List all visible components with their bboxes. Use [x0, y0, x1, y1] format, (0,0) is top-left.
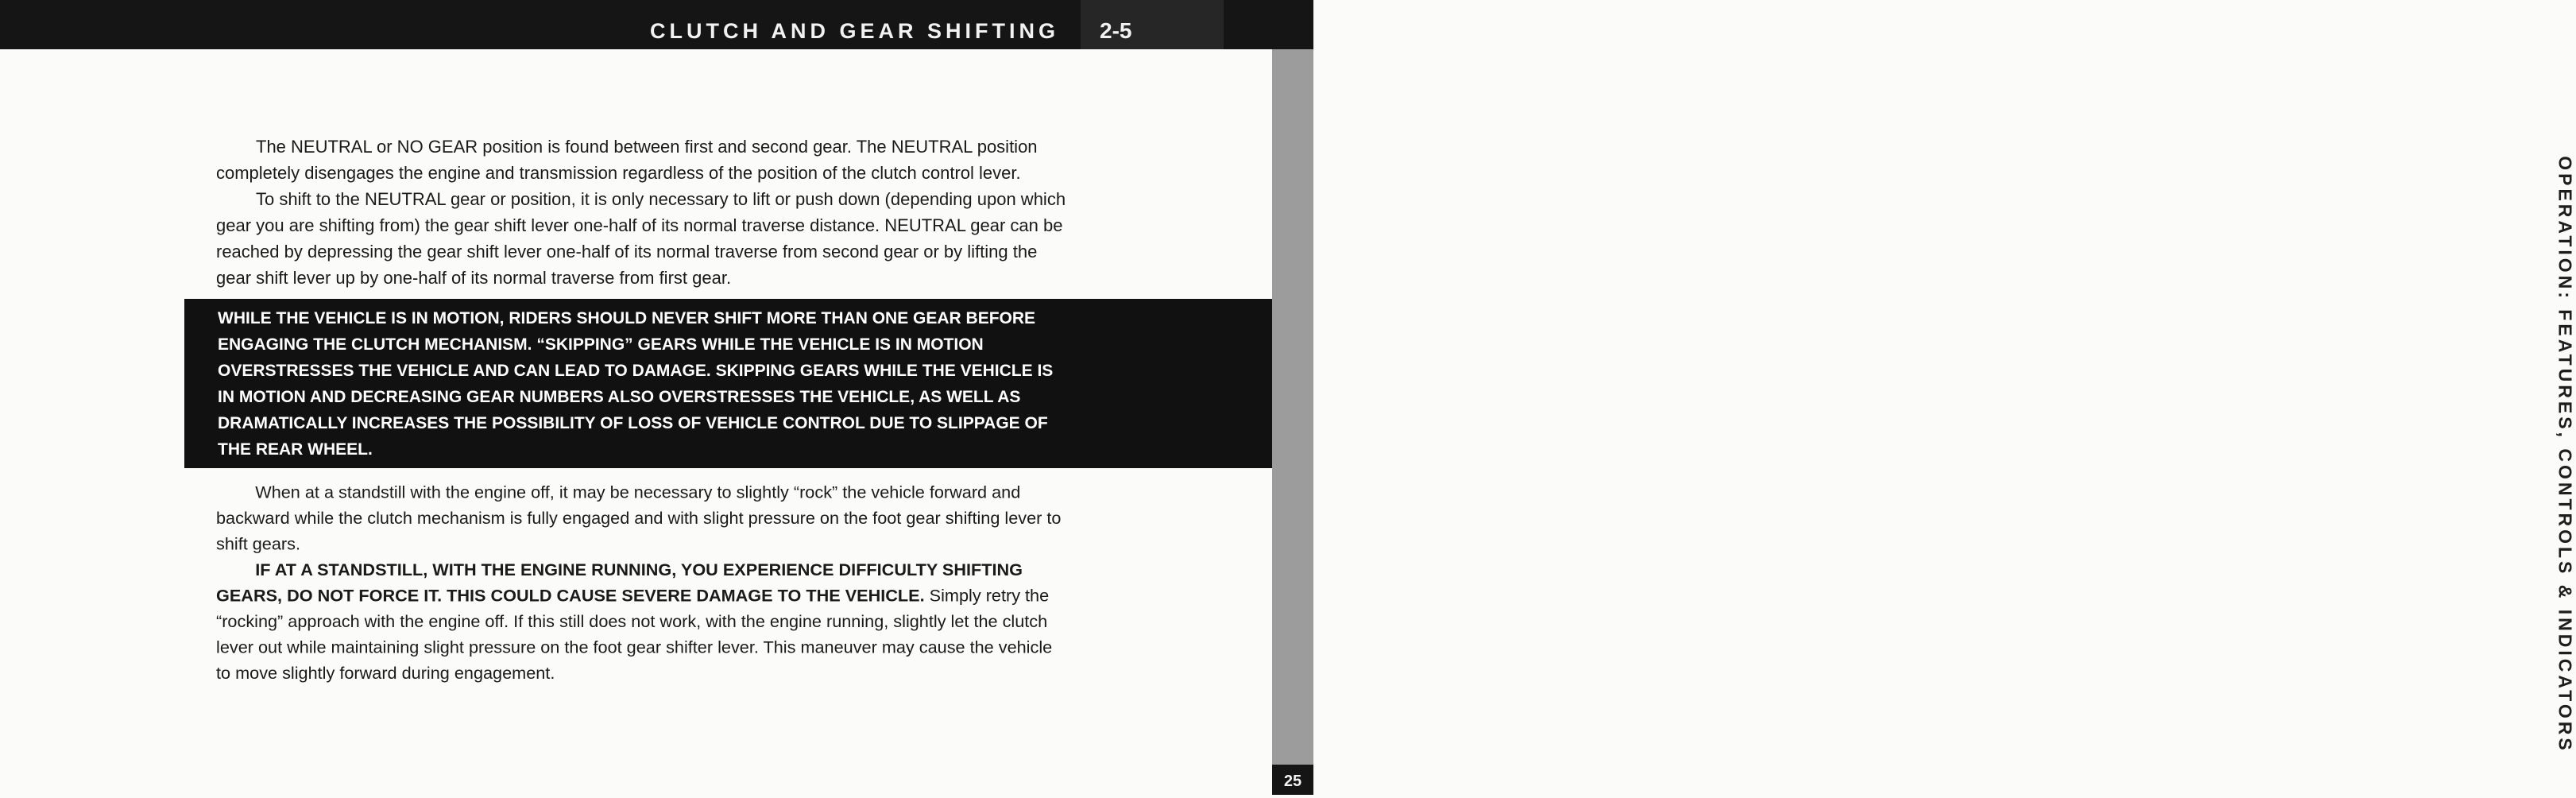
difficulty-instructions: Simply retry the “rocking” approach with the engine off. If this still does not work, with the engine running, slightly let the clutch lever out while maintaining slight pressure on the foot gear shifter lever. This maneuver may cause the vehicle to move slightly forward during engagement.	[216, 585, 1053, 684]
side-tab-label: OPERATION: FEATURES, CONTROLS & INDICATORS	[2555, 156, 2576, 753]
paragraph-standstill-rock: When at a standstill with the engine off, it may be necessary to slightly “rock” the vehicle forward and backward while the clutch mechanism is fully engaged and with slight pressure on the foot gear shifting lever to shift gears.	[216, 482, 1062, 554]
neutral-section	[216, 134, 1074, 291]
page-number: 25	[1272, 765, 1313, 795]
section-number: 2-5	[1100, 18, 1132, 43]
difficulty-warning-lead: IF AT A STANDSTILL, WITH THE ENGINE RUNNING, YOU EXPERIENCE DIFFICULTY SHIFTING GEARS, DO NOT FORCE IT. THIS COULD CAUSE SEVERE DAMAGE TO THE VEHICLE.	[216, 560, 1023, 606]
paragraph-difficulty	[216, 557, 1062, 687]
warning-box	[184, 299, 1272, 468]
paragraph-neutral-shift: To shift to the NEUTRAL gear or position, it is only necessary to lift or push down (depending upon which gear you are shifting from) the gear shift lever one-half of its normal traverse distance. NEUTRAL gear can be reached by depressing the gear shift lever one-half of its normal traverse from second gear or by lifting the gear shift lever up by one-half of its normal traverse from first gear.	[216, 189, 1066, 288]
standstill-section	[216, 479, 1062, 686]
page-header	[0, 0, 1313, 49]
side-tab	[1272, 49, 2576, 765]
paragraph-neutral-intro: The NEUTRAL or NO GEAR position is found between first and second gear. The NEUTRAL position completely disengages the engine and transmission regardless of the position of the clutch control lever.	[216, 137, 1038, 183]
chapter-title: CLUTCH AND GEAR SHIFTING	[650, 19, 1059, 43]
warning-text: WHILE THE VEHICLE IS IN MOTION, RIDERS SHOULD NEVER SHIFT MORE THAN ONE GEAR BEFORE ENGAGING THE CLUTCH MECHANISM. “SKIPPING” GEARS WHILE THE VEHICLE IS IN MOTION OVERSTRESSES THE VEHICLE AND CAN LEAD TO DAMAGE. SKIPPING GEARS WHILE THE VEHICLE IS IN MOTION AND DECREASING GEAR NUMBERS ALSO OVERSTRESSES THE VEHICLE, AS WELL AS DRAMATICALLY INCREASES THE POSSIBILITY OF LOSS OF VEHICLE CONTROL DUE TO SLIPPAGE OF THE REAR WHEEL.	[218, 309, 1054, 459]
